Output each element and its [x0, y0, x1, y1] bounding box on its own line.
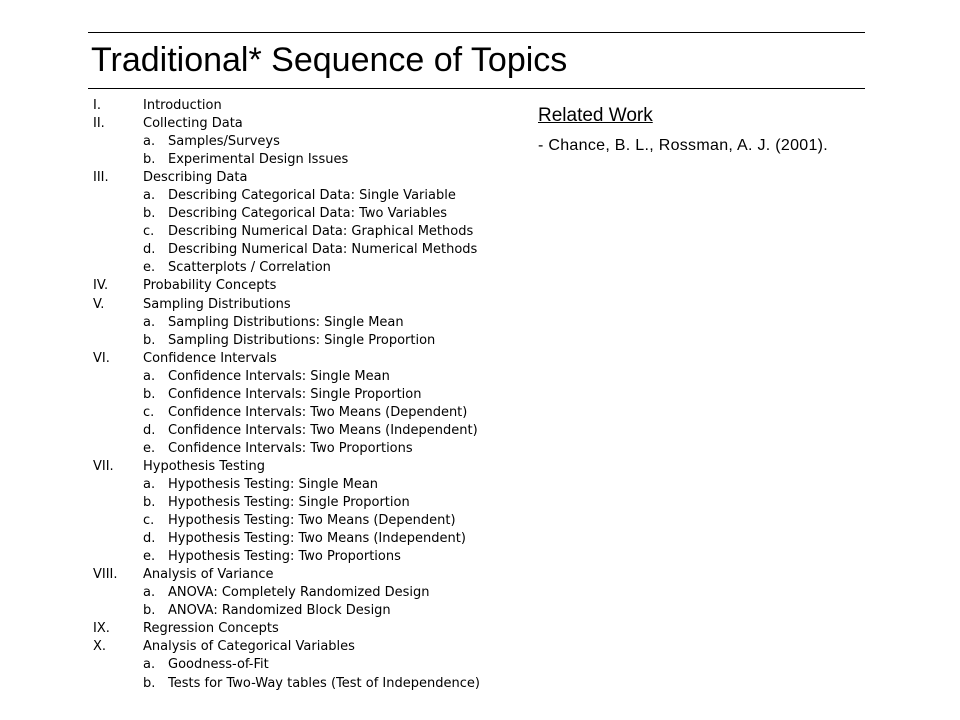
outline-text: Confidence Intervals: Single Proportion	[168, 386, 422, 402]
outline-marker: c.	[143, 404, 155, 420]
outline-marker: I.	[93, 98, 101, 113]
outline-marker: b.	[143, 675, 156, 691]
outline-text: Experimental Design Issues	[168, 152, 349, 168]
outline-marker: c.	[143, 513, 155, 529]
outline-text: Analysis of Categorical Variables	[143, 639, 355, 655]
outline-text: Describing Data	[143, 170, 248, 186]
outline-marker: a.	[143, 368, 156, 384]
outline-marker: a.	[143, 314, 156, 330]
bottom-divider	[88, 88, 865, 89]
outline-text: Goodness-of-Fit	[168, 657, 269, 673]
outline-text: Hypothesis Testing: Two Proportions	[168, 549, 401, 565]
outline-text: Confidence Intervals: Two Means (Independent)	[168, 422, 478, 438]
outline-text: ANOVA: Randomized Block Design	[168, 603, 391, 619]
outline-marker: e.	[143, 549, 156, 565]
outline-text: Regression Concepts	[143, 621, 279, 637]
outline-marker: VIII.	[93, 567, 118, 583]
outline-marker: c.	[143, 224, 155, 240]
outline-marker: b.	[143, 603, 156, 619]
outline-text: Sampling Distributions	[143, 296, 291, 312]
outline-text: Tests for Two-Way tables (Test of Independence)	[168, 675, 480, 691]
outline-text: Scatterplots / Correlation	[168, 260, 331, 276]
outline-text: Describing Numerical Data: Graphical Methods	[168, 224, 474, 240]
outline-marker: b.	[143, 386, 156, 402]
related-work-reference: - Chance, B. L., Rossman, A. J. (2001).	[538, 137, 829, 154]
outline-marker: d.	[143, 242, 156, 258]
outline-marker: e.	[143, 440, 156, 456]
outline-marker: II.	[93, 116, 105, 132]
outline-text: Hypothesis Testing	[143, 458, 266, 474]
outline-marker: a.	[143, 134, 156, 150]
outline-text: Hypothesis Testing: Two Means (Dependent)	[168, 513, 456, 529]
outline-marker: e.	[143, 260, 156, 276]
outline-text: Hypothesis Testing: Two Means (Independent)	[168, 531, 466, 547]
related-work-block	[538, 104, 828, 158]
top-divider	[88, 32, 865, 33]
outline-text: Introduction	[143, 98, 222, 113]
slide-title: Traditional* Sequence of Topics	[91, 41, 568, 79]
outline-marker: a.	[143, 188, 156, 204]
outline-text: Confidence Intervals	[143, 350, 277, 366]
outline-text: Describing Categorical Data: Two Variables	[168, 206, 447, 222]
outline-marker: b.	[143, 495, 156, 511]
outline-marker: III.	[93, 170, 109, 186]
outline-marker: d.	[143, 422, 156, 438]
outline-text: ANOVA: Completely Randomized Design	[168, 585, 430, 601]
outline-text: Describing Numerical Data: Numerical Methods	[168, 242, 478, 258]
outline-marker: VI.	[93, 350, 110, 366]
outline-text: Collecting Data	[143, 116, 243, 132]
outline-marker: b.	[143, 206, 156, 222]
outline-text: Confidence Intervals: Two Means (Dependent)	[168, 404, 468, 420]
outline-text: Hypothesis Testing: Single Mean	[168, 476, 379, 492]
outline-text: Sampling Distributions: Single Mean	[168, 314, 404, 330]
outline-marker: VII.	[93, 458, 114, 474]
outline-text: Confidence Intervals: Two Proportions	[168, 440, 413, 456]
outline-text: Describing Categorical Data: Single Variable	[168, 188, 456, 204]
outline-text: Sampling Distributions: Single Proportion	[168, 332, 436, 348]
outline-marker: IX.	[93, 621, 110, 637]
outline-marker: V.	[93, 296, 105, 312]
outline-text: Hypothesis Testing: Single Proportion	[168, 495, 410, 511]
outline-marker: b.	[143, 332, 156, 348]
outline-text: Samples/Surveys	[168, 134, 280, 150]
outline-marker: IV.	[93, 278, 109, 294]
outline-text: Confidence Intervals: Single Mean	[168, 368, 390, 384]
outline-marker: a.	[143, 657, 156, 673]
outline-marker: d.	[143, 531, 156, 547]
related-work-heading: Related Work	[538, 105, 653, 126]
outline-text: Analysis of Variance	[143, 567, 274, 583]
outline-marker: a.	[143, 585, 156, 601]
outline-marker: b.	[143, 152, 156, 168]
outline-text: Probability Concepts	[143, 278, 277, 294]
outline-marker: a.	[143, 476, 156, 492]
outline-marker: X.	[93, 639, 107, 655]
